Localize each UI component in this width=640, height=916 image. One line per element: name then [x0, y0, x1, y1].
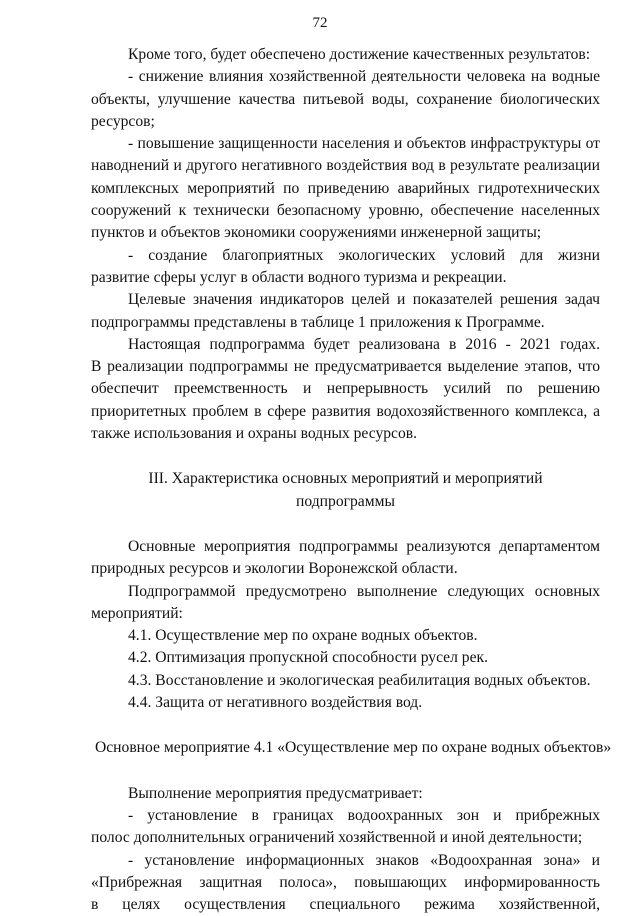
paragraph-line: - снижение влияния хозяйственной деятельности человека на водные [128, 68, 600, 86]
paragraph-line: комплексных мероприятий по приведению аварийных гидротехнических [91, 179, 600, 197]
paragraph-line: сооружений к технически безопасному уровню, обеспечение населенных [91, 202, 600, 220]
paragraph-line: мероприятий: [91, 604, 183, 622]
list-item: 4.2. Оптимизация пропускной способности русел рек. [128, 649, 488, 667]
section-heading: III. Характеристика основных мероприятий и мероприятий [148, 470, 543, 488]
paragraph-line: «Прибрежная защитная полоса», повышающих информированность [91, 873, 600, 891]
section-heading: подпрограммы [296, 492, 395, 510]
paragraph-line: полос дополнительных ограничений хозяйственной и иной деятельности; [91, 829, 583, 847]
paragraph-line: объекты, улучшение качества питьевой воды, сохранение биологических [91, 90, 600, 108]
paragraph-line: - повышение защищенности населения и объектов инфраструктуры от [128, 135, 600, 153]
paragraph-line: ресурсов; [91, 112, 155, 130]
paragraph-line: Основные мероприятия подпрограммы реализуются департаментом [128, 537, 600, 555]
paragraph-line: также использования и охраны водных ресурсов. [91, 425, 418, 443]
paragraph-line: обеспечит преемственность и непрерывность усилий по решению [91, 380, 600, 398]
paragraph-line: приоритетных проблем в сфере развития водохозяйственного комплекса, а [91, 402, 600, 420]
paragraph-line: пунктов и объектов экономики сооружениями инженерной защиты; [91, 224, 542, 242]
subsection-heading: Основное мероприятие 4.1 «Осуществление мер по охране водных объектов» [95, 739, 612, 757]
paragraph-line: В реализации подпрограммы не предусматривается выделение этапов, что [91, 358, 600, 376]
page-number: 72 [312, 15, 328, 31]
paragraph-line: в целях осуществления специального режима хозяйственной, [91, 896, 600, 914]
paragraph-line: Целевые значения индикаторов целей и показателей решения задач [128, 291, 600, 309]
page-body [91, 44, 612, 916]
list-item: 4.3. Восстановление и экологическая реабилитация водных объектов. [128, 671, 591, 689]
paragraph-line: - создание благоприятных экологических условий для жизни [128, 246, 600, 264]
paragraph-line: подпрограммы представлены в таблице 1 приложения к Программе. [91, 313, 545, 331]
list-item: 4.1. Осуществление мер по охране водных объектов. [128, 627, 478, 645]
paragraph-line: Настоящая подпрограмма будет реализована в 2016 - 2021 годах. [128, 335, 600, 353]
list-item: 4.4. Защита от негативного воздействия вод. [128, 694, 423, 712]
paragraph-line: развитие сферы услуг в области водного туризма и рекреации. [91, 268, 507, 286]
paragraph-line: Кроме того, будет обеспечено достижение качественных результатов: [128, 46, 591, 63]
paragraph-line: - установление информационных знаков «Водоохранная зона» и [128, 851, 600, 869]
paragraph-line: Выполнение мероприятия предусматривает: [128, 784, 423, 802]
paragraph-line: наводнений и другого негативного воздействия вод в результате реализации [91, 157, 600, 175]
paragraph-line: Подпрограммой предусмотрено выполнение следующих основных [128, 582, 600, 600]
paragraph-line: - установление в границах водоохранных зон и прибрежных [128, 806, 600, 824]
paragraph-line: природных ресурсов и экологии Воронежской области. [91, 560, 458, 578]
